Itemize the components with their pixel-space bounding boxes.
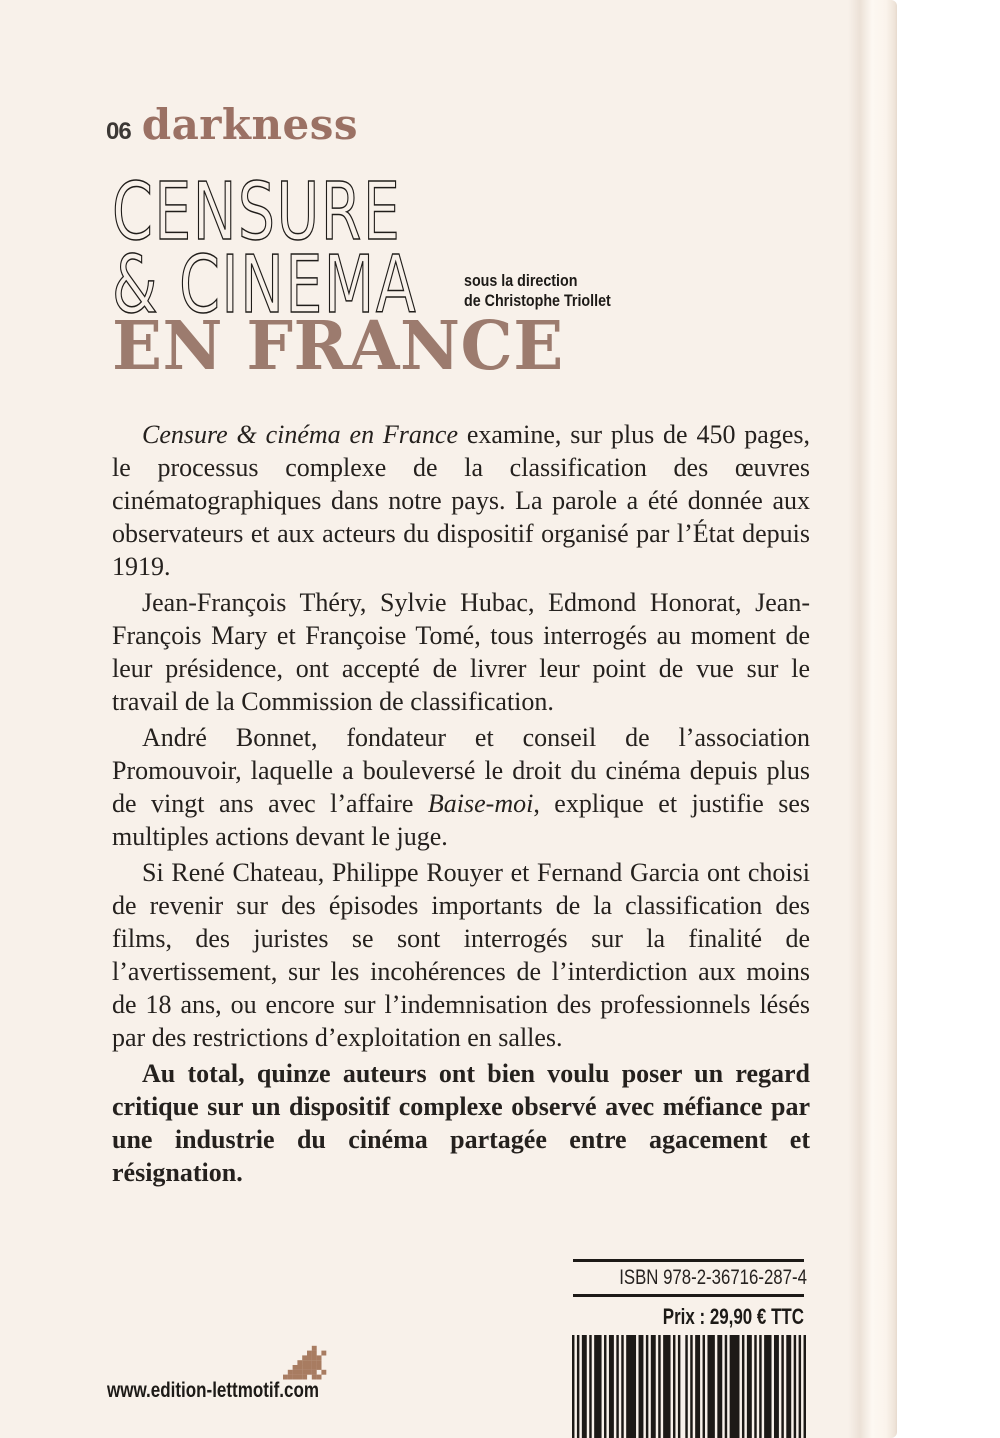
collection-brand bbox=[106, 100, 359, 149]
isbn-block bbox=[573, 1259, 807, 1329]
publisher-website: www.edition-lettmotif.com bbox=[107, 1379, 319, 1402]
synopsis-paragraph: Censure & cinéma en France examine, sur plus de 450 pages, le processus complexe de la classification des œuvres cinématographiques dans notre pays. La parole a été donnée aux observateurs et aux acteurs du dispositif organisé par l’État depuis 1919. bbox=[112, 420, 810, 581]
synopsis-paragraph: Si René Chateau, Philippe Rouyer et Fernand Garcia ont choisi de revenir sur des épisodes importants de la classification des films, des juristes se sont interrogés sur la finalité de l’avertissement, sur les incohérences de l’interdiction aux moins de 18 ans, ou encore sur l’indemnisation des professionnels lésés par des restrictions d’exploitation en salles. bbox=[112, 858, 810, 1052]
synopsis-paragraph: André Bonnet, fondateur et conseil de l’association Promouvoir, laquelle a bouleversé le droit du cinéma depuis plus de vingt ans avec l’affaire Baise-moi, explique et justifie ses multiples actions devant le juge. bbox=[112, 723, 811, 851]
collection-number: 06 bbox=[106, 118, 131, 145]
title-block bbox=[112, 166, 832, 385]
collection-logo: darkness bbox=[141, 100, 359, 149]
synopsis bbox=[112, 418, 810, 1192]
title-line-1: CENSURE bbox=[112, 166, 402, 258]
isbn-text: ISBN 978-2-36716-287-4 bbox=[619, 1266, 807, 1289]
isbn-rule-bottom bbox=[573, 1294, 804, 1297]
editor-credit-line-1: sous la direction bbox=[464, 271, 578, 290]
synopsis-paragraph: Au total, quinze auteurs ont bien voulu poser un regard critique sur un dispositif complexe observé avec méfiance par une industrie du cinéma partagée entre agacement et résignation. bbox=[112, 1059, 810, 1187]
price-text: Prix : 29,90 € TTC bbox=[662, 1304, 804, 1329]
editor-credit-line-2: de Christophe Triollet bbox=[464, 290, 611, 310]
title-subtitle: EN FRANCE bbox=[112, 306, 564, 385]
title-line-2: & CINEMA bbox=[112, 239, 418, 331]
barcode-icon bbox=[572, 1335, 806, 1438]
synopsis-paragraph: Jean-François Théry, Sylvie Hubac, Edmond Honorat, Jean-François Mary et Françoise Tomé, tous interrogés au moment de leur présidence, ont accepté de livrer leur point de vue sur le travail de la Commission de classification. bbox=[112, 588, 810, 716]
